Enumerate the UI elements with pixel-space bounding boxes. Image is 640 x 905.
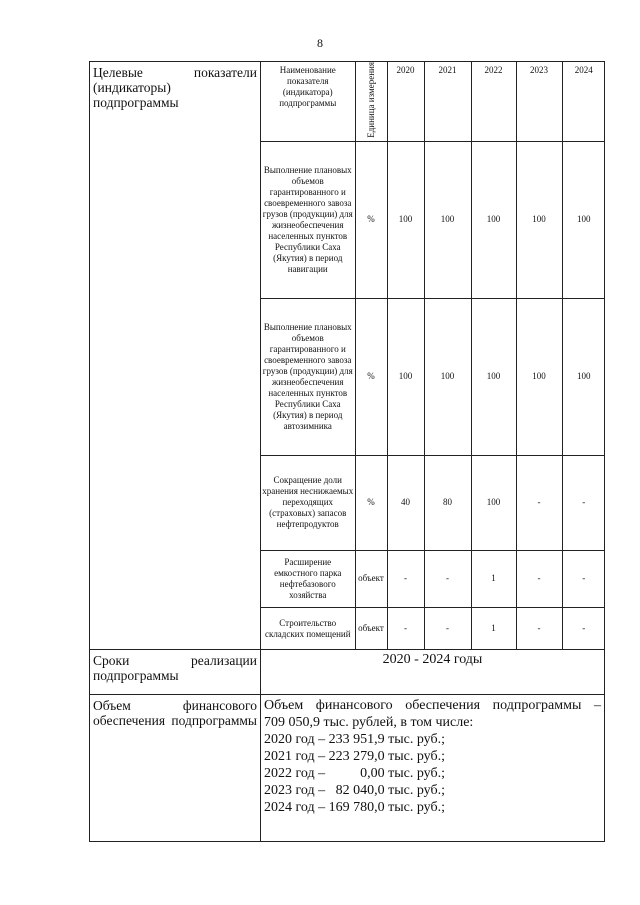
indicator-value: 100 [562, 141, 605, 298]
financing-line: 2022 год – 0,00 тыс. руб.; [264, 766, 445, 782]
financing-label: Объем финансового обеспечения подпрограммы [93, 698, 257, 729]
indicator-row [261, 298, 605, 455]
indicators-table [261, 62, 605, 649]
indicator-unit: % [355, 141, 387, 298]
indicator-row [261, 141, 605, 298]
header-year-2020: 2020 [387, 62, 424, 141]
header-year-2022: 2022 [471, 62, 516, 141]
indicator-value: 1 [471, 550, 516, 607]
period-section [90, 650, 605, 695]
financing-line: 709 050,9 тыс. рублей, в том числе: [264, 715, 474, 731]
header-year-2023: 2023 [516, 62, 562, 141]
header-unit-cell [355, 62, 387, 141]
indicator-unit: объект [355, 607, 387, 649]
financing-section [90, 695, 605, 842]
indicators-header-row [261, 62, 605, 141]
indicator-value: - [387, 550, 424, 607]
indicator-value: - [516, 550, 562, 607]
indicator-value: 100 [471, 455, 516, 550]
indicator-name: Строительство складских помещений [261, 607, 355, 649]
period-label: Сроки реализации подпрограммы [93, 653, 257, 684]
indicator-value: 100 [516, 298, 562, 455]
indicator-value: - [562, 550, 605, 607]
indicator-value: 100 [424, 141, 471, 298]
indicator-name: Выполнение плановых объемов гарантированного и своевременного завоза грузов (продукции) для жизнеобеспечения населенных пунктов Республики Саха (Якутия) в период автозимника [261, 298, 355, 455]
indicator-name: Сокращение доли хранения неснижаемых переходящих (страховых) запасов нефтепродуктов [261, 455, 355, 550]
indicator-name: Расширение емкостного парка нефтебазового хозяйства [261, 550, 355, 607]
financing-line: 2024 год – 169 780,0 тыс. руб.; [264, 800, 445, 816]
header-year-2021: 2021 [424, 62, 471, 141]
indicator-value: 80 [424, 455, 471, 550]
indicator-value: - [562, 455, 605, 550]
indicator-value: 100 [424, 298, 471, 455]
page-number: 8 [317, 36, 323, 50]
indicator-value: 100 [471, 298, 516, 455]
indicator-value: - [424, 607, 471, 649]
indicator-row [261, 607, 605, 649]
header-name-cell: Наименование показателя (индикатора) подпрограммы [261, 62, 355, 141]
indicator-value: - [387, 607, 424, 649]
indicator-value: - [424, 550, 471, 607]
indicator-value: 100 [471, 141, 516, 298]
indicator-value: - [516, 455, 562, 550]
indicator-unit: объект [355, 550, 387, 607]
indicator-unit: % [355, 298, 387, 455]
indicators-label: Целевые показатели (индикаторы) подпрограммы [93, 65, 257, 110]
indicator-row [261, 550, 605, 607]
financing-text [261, 695, 605, 842]
financing-line: 2023 год – 82 040,0 тыс. руб.; [264, 783, 445, 799]
indicator-unit: % [355, 455, 387, 550]
indicator-name: Выполнение плановых объемов гарантированного и своевременного завоза грузов (продукции) для жизнеобеспечения населенных пунктов Республики Саха (Якутия) в период навигации [261, 141, 355, 298]
financing-line: 2020 год – 233 951,9 тыс. руб.; [264, 732, 445, 748]
header-year-2024: 2024 [562, 62, 605, 141]
period-value: 2020 - 2024 годы [261, 650, 605, 695]
indicator-value: 100 [516, 141, 562, 298]
indicator-value: 100 [562, 298, 605, 455]
indicator-value: 100 [387, 141, 424, 298]
indicator-value: 40 [387, 455, 424, 550]
indicator-value: - [562, 607, 605, 649]
financing-line: 2021 год – 223 279,0 тыс. руб.; [264, 749, 445, 765]
indicator-value: 1 [471, 607, 516, 649]
indicator-row [261, 455, 605, 550]
passport-table [89, 61, 605, 842]
financing-line: Объем финансового обеспечения подпрограммы – [264, 698, 601, 714]
indicator-value: 100 [387, 298, 424, 455]
indicators-section [90, 62, 605, 650]
header-unit-text: Единица измерения [366, 62, 376, 138]
indicator-value: - [516, 607, 562, 649]
